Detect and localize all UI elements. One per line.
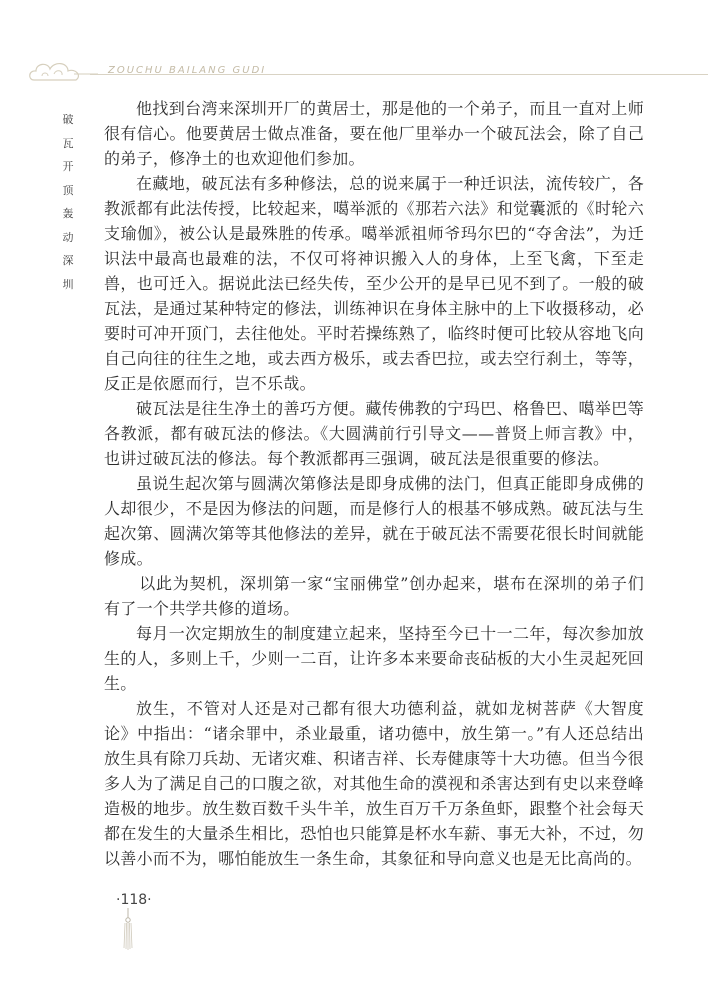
- sidebar-char: 动: [62, 230, 74, 244]
- paragraph: 在藏地，破瓦法有多种修法，总的说来属于一种迁识法，流传较广，各教派都有此法传授，比较起来，噶举派的《那若六法》和觉囊派的《时轮六支瑜伽》，被公认是最殊胜的传承。噶举派祖师爷玛尔巴的“夺舍法”，为迁识法中最高也最难的法，不仅可将神识搬入人的身体，上至飞禽，下至走兽，也可迁入。据说此法已经失传，至少公开的是早已见不到了。一般的破瓦法，是通过某种特定的修法，训练神识在身体主脉中的上下收摄移动，必要时可冲开顶门，去往他处。平时若操练熟了，临终时便可比较从容地飞向自己向往的往生之地，或去西方极乐，或去香巴拉，或去空行刹土，等等，反正是依愿而行，岂不乐哉。: [104, 174, 644, 393]
- sidebar-char: 开: [62, 160, 74, 173]
- chapter-title-vertical: [61, 108, 75, 296]
- sidebar-char: 深: [62, 254, 74, 267]
- sidebar-char: 圳: [62, 277, 74, 291]
- paragraph: 破瓦法是往生净土的善巧方便。藏传佛教的宁玛巴、格鲁巴、噶举巴等各教派，都有破瓦法的修法。《大圆满前行引导文——普贤上师言教》中，也讲过破瓦法的修法。每个教派都再三强调，破瓦法是很重要的修法。: [104, 399, 644, 468]
- paragraph: 以此为契机，深圳第一家“宝丽佛堂”创办起来，堪布在深圳的弟子们有了一个共学共修的道场。: [104, 574, 644, 618]
- sidebar-char: 瓦: [62, 136, 74, 150]
- tassel-ornament-icon: [121, 908, 135, 952]
- sidebar-char: 轰: [62, 207, 74, 220]
- paragraph: 每月一次定期放生的制度建立起来，坚持至今已十一二年，每次参加放生的人，多则上千，少则一二百，让许多本来要命丧砧板的大小生灵起死回生。: [104, 624, 644, 693]
- running-title: ZOUCHU BAILANG GUDI: [108, 65, 267, 76]
- paragraph: 虽说生起次第与圆满次第修法是即身成佛的法门，但真正能即身成佛的人却很少，不是因为修法的问题，而是修行人的根基不够成熟。破瓦法与生起次第、圆满次第等其他修法的差异，就在于破瓦法不需要花很长时间就能修成。: [104, 474, 644, 568]
- body-text: [104, 96, 644, 871]
- page-number: ·118·: [116, 892, 152, 908]
- paragraph: 放生，不管对人还是对己都有很大功德利益，就如龙树菩萨《大智度论》中指出：“诸余罪中，杀业最重，诸功德中，放生第一。”有人还总结出放生具有除刀兵劫、无诸灾难、积诸吉祥、长寿健康等十大功德。但当今很多人为了满足自己的口腹之欲，对其他生命的漠视和杀害达到有史以来登峰造极的地步。放生数百数千头牛羊，放生百万千万条鱼虾，跟整个社会每天都在发生的大量杀生相比，恐怕也只能算是杯水车薪、事无大补，不过，勿以善小而不为，哪怕能放生一条生命，其象征和导向意义也是无比高尚的。: [104, 699, 644, 868]
- running-header: [28, 52, 708, 100]
- sidebar-char: 顶: [62, 183, 74, 197]
- cloud-ornament-icon: [28, 56, 98, 90]
- sidebar-char: 破: [62, 113, 74, 126]
- paragraph: 他找到台湾来深圳开厂的黄居士，那是他的一个弟子，而且一直对上师很有信心。他要黄居士做点准备，要在他厂里举办一个破瓦法会，除了自己的弟子，修净土的也欢迎他们参加。: [104, 99, 644, 168]
